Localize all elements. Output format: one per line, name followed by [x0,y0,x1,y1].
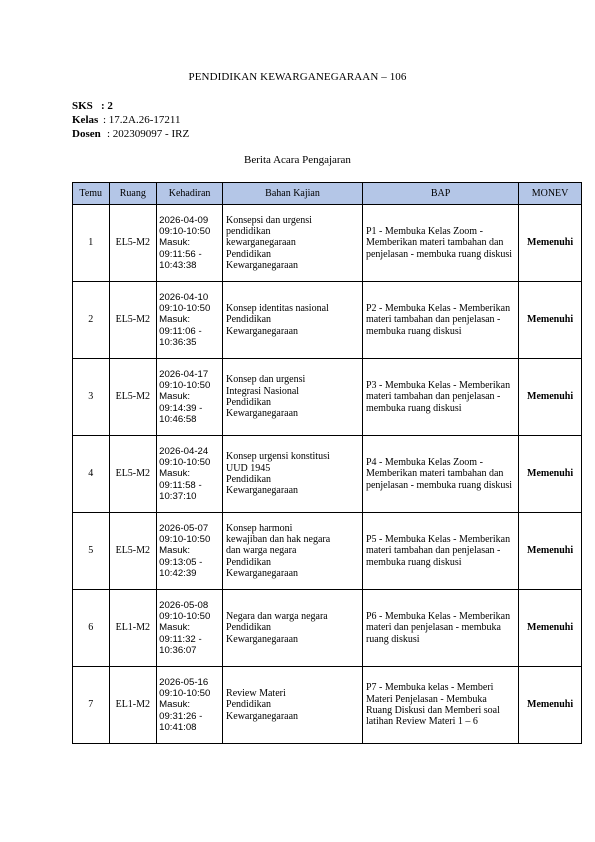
column-header-temu: Temu [73,183,110,205]
dosen-row [72,127,189,141]
cell-kehadiran [157,667,223,744]
bahan-kajian-line: Pendidikan [226,474,272,485]
kehadiran-masuk-label: Masuk: [159,622,191,634]
cell-bahan-kajian [223,436,363,513]
cell-kehadiran [157,359,223,436]
kehadiran-masuk: 09:11:56 - [159,248,202,260]
cell-bap: P5 - Membuka Kelas - Memberikan materi tambahan dan penjelasan - membuka ruang diskusi [362,513,518,590]
bahan-kajian-line: Kewarganegaraan [226,325,299,337]
cell-monev: Memenuhi [519,359,582,436]
kehadiran-tanggal: 2026-04-09 [159,214,209,226]
cell-bap: P6 - Membuka Kelas - Memberikan materi dan penjelasan - membuka ruang diskusi [362,590,518,667]
kehadiran-tanggal: 2026-04-10 [159,291,209,303]
bahan-kajian-line: Konsepsi dan urgensi [226,214,312,226]
kehadiran-jam: 09:10-10:50 [159,688,211,700]
kehadiran-tanggal: 2026-04-24 [159,445,209,457]
cell-monev: Memenuhi [519,436,582,513]
sks-row [72,99,189,113]
cell-bap: P7 - Membuka kelas - Memberi Materi Penjelasan - Membuka Ruang Diskusi dan Memberi soal latihan Review Materi 1 – 6 [362,667,518,744]
cell-bap: P1 - Membuka Kelas Zoom - Memberikan materi tambahan dan penjelasan - membuka ruang diskusi [362,205,518,282]
kehadiran-keluar: 10:46:58 [159,413,197,425]
cell-temu: 2 [73,282,110,359]
bahan-kajian-line: Integrasi Nasional [226,385,300,397]
cell-bahan-kajian [223,359,363,436]
kehadiran-keluar: 10:36:07 [159,644,197,656]
column-header-kehadiran: Kehadiran [157,183,223,205]
cell-kehadiran [157,205,223,282]
kehadiran-masuk-label: Masuk: [159,699,191,711]
bahan-kajian-line: Kewarganegaraan [226,259,299,271]
bahan-kajian-line: Kewarganegaraan [226,710,299,722]
cell-bap: P3 - Membuka Kelas - Memberikan materi tambahan dan penjelasan - membuka ruang diskusi [362,359,518,436]
kehadiran-jam: 09:10-10:50 [159,226,211,238]
bahan-kajian-line: Pendidikan [226,622,272,634]
attendance-table [72,182,582,744]
bahan-kajian-line: Konsep harmoni [226,522,293,534]
table-header-row [73,183,582,205]
cell-monev: Memenuhi [519,282,582,359]
bahan-kajian-line: UUD 1945 [226,462,271,474]
kehadiran-masuk-label: Masuk: [159,237,191,249]
bahan-kajian-line: Kewarganegaraan [226,485,299,497]
dosen-label: Dosen [72,128,101,140]
bahan-kajian-line: Pendidikan [226,397,272,408]
bahan-kajian-line: Negara dan warga negara [226,611,328,623]
course-meta [72,99,189,141]
cell-ruang: EL5-M2 [109,513,157,590]
bahan-kajian-line: kewajiban dan hak negara [226,534,331,546]
cell-kehadiran [157,436,223,513]
kehadiran-keluar: 10:37:10 [159,490,197,502]
kehadiran-jam: 09:10-10:50 [159,380,211,392]
cell-temu: 3 [73,359,110,436]
kelas-label: Kelas [72,114,99,126]
sks-value: : 2 [101,100,113,112]
table-row [73,359,582,436]
table-row [73,282,582,359]
bahan-kajian-line: Konsep identitas nasional [226,303,329,315]
kehadiran-tanggal: 2026-05-16 [159,676,209,688]
kehadiran-keluar: 10:42:39 [159,567,197,579]
kehadiran-masuk-label: Masuk: [159,391,191,403]
column-header-monev: MONEV [519,183,582,205]
bahan-kajian-line: Konsep urgensi konstitusi [226,451,330,463]
dosen-value: : 202309097 - IRZ [107,128,190,140]
cell-bap: P4 - Membuka Kelas Zoom - Memberikan materi tambahan dan penjelasan - membuka ruang diskusi [362,436,518,513]
cell-ruang: EL1-M2 [109,667,157,744]
kehadiran-jam: 09:10-10:50 [159,457,211,469]
column-header-bap: BAP [362,183,518,205]
bahan-kajian-line: Pendidikan [226,314,272,326]
kehadiran-masuk-label: Masuk: [159,545,191,557]
table-body [73,205,582,744]
kehadiran-keluar: 10:43:38 [159,259,197,271]
column-header-bahan-kajian: Bahan Kajian [223,183,363,205]
bahan-kajian-line: Kewarganegaraan [226,633,299,645]
sks-label: SKS [72,100,93,112]
cell-kehadiran [157,590,223,667]
kelas-value: : 17.2A.26-17211 [103,114,181,126]
kehadiran-masuk: 09:11:58 - [159,479,202,491]
bahan-kajian-line: Pendidikan [226,248,272,260]
cell-bahan-kajian [223,513,363,590]
cell-monev: Memenuhi [519,513,582,590]
cell-monev: Memenuhi [519,205,582,282]
table-row [73,205,582,282]
cell-kehadiran [157,282,223,359]
cell-bap: P2 - Membuka Kelas - Memberikan materi tambahan dan penjelasan - membuka ruang diskusi [362,282,518,359]
cell-bahan-kajian [223,282,363,359]
cell-temu: 5 [73,513,110,590]
table-row [73,513,582,590]
kehadiran-masuk-label: Masuk: [159,314,191,326]
cell-temu: 7 [73,667,110,744]
cell-monev: Memenuhi [519,667,582,744]
kehadiran-keluar: 10:36:35 [159,336,197,348]
bahan-kajian-line: Pendidikan [226,556,272,568]
bahan-kajian-line: kewarganegaraan [226,237,296,249]
bahan-kajian-line: pendidikan [226,226,271,238]
cell-temu: 6 [73,590,110,667]
kehadiran-masuk: 09:13:05 - [159,556,203,568]
bahan-kajian-line: Konsep dan urgensi [226,374,306,386]
column-header-ruang: Ruang [109,183,157,205]
kehadiran-masuk: 09:14:39 - [159,402,203,414]
kehadiran-jam: 09:10-10:50 [159,534,211,546]
kehadiran-masuk-label: Masuk: [159,468,191,480]
kehadiran-tanggal: 2026-05-08 [159,599,209,611]
cell-monev: Memenuhi [519,590,582,667]
cell-temu: 4 [73,436,110,513]
cell-kehadiran [157,513,223,590]
cell-ruang: EL5-M2 [109,205,157,282]
cell-bahan-kajian [223,205,363,282]
section-subtitle: Berita Acara Pengajaran [244,154,351,166]
cell-temu: 1 [73,205,110,282]
cell-ruang: EL5-M2 [109,359,157,436]
kehadiran-jam: 09:10-10:50 [159,303,211,315]
kehadiran-masuk: 09:11:06 - [159,325,202,337]
kehadiran-masuk: 09:31:26 - [159,710,203,722]
bahan-kajian-line: Kewarganegaraan [226,567,299,579]
bahan-kajian-line: Kewarganegaraan [226,408,299,420]
kehadiran-keluar: 10:41:08 [159,721,197,733]
cell-ruang: EL5-M2 [109,282,157,359]
cell-ruang: EL1-M2 [109,590,157,667]
cell-bahan-kajian [223,667,363,744]
kehadiran-tanggal: 2026-04-17 [159,368,209,380]
kehadiran-tanggal: 2026-05-07 [159,522,209,534]
kehadiran-masuk: 09:11:32 - [159,633,202,645]
table-row [73,436,582,513]
bahan-kajian-line: Review Materi [226,688,286,700]
cell-bahan-kajian [223,590,363,667]
kehadiran-jam: 09:10-10:50 [159,611,211,623]
bahan-kajian-line: dan warga negara [226,545,297,557]
table-row [73,590,582,667]
course-title: PENDIDIKAN KEWARGANEGARAAN – 106 [188,71,407,83]
cell-ruang: EL5-M2 [109,436,157,513]
kelas-row [72,113,189,127]
bahan-kajian-line: Pendidikan [226,699,272,711]
table-row [73,667,582,744]
